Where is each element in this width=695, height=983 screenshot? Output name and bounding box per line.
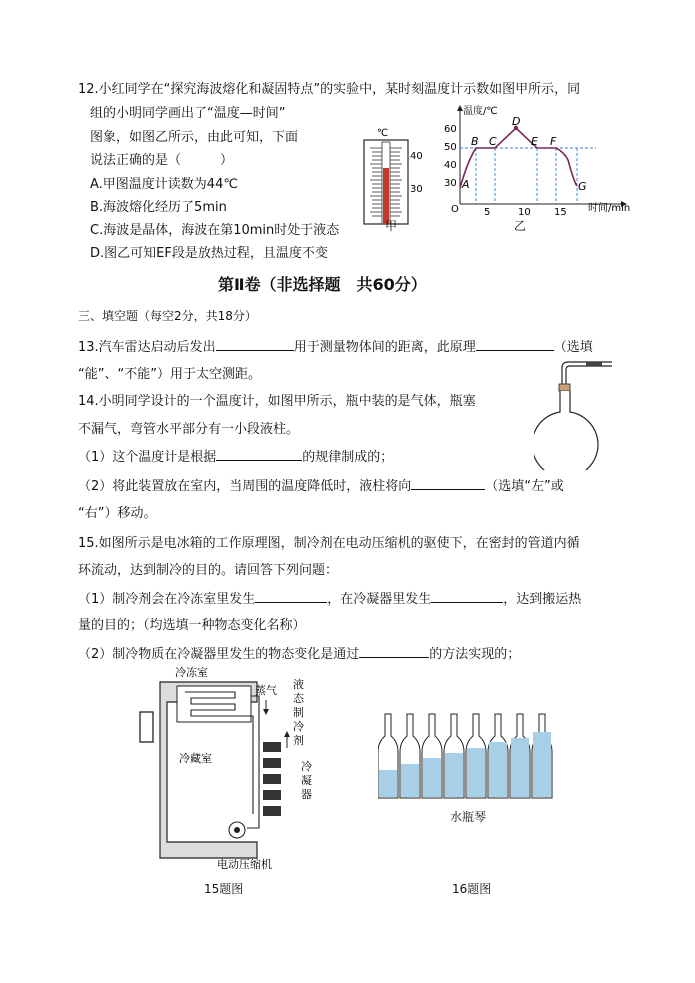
q15-part1 xyxy=(78,588,581,607)
compressor-hub xyxy=(234,827,240,833)
flask-liquid-column xyxy=(586,362,602,366)
q14-blank-1[interactable] xyxy=(216,448,302,461)
thermometer-liquid xyxy=(383,168,389,224)
graph-xtick-10: 10 xyxy=(518,207,531,218)
bottle-group xyxy=(378,714,552,798)
section-3-title: 三、填空题（每空2分，共18分） xyxy=(78,309,257,323)
q12-option-d: D.图乙可知EF段是放热过程，且温度不变 xyxy=(90,246,328,261)
q13-text-c: （选填 xyxy=(553,340,593,355)
flask-stopper xyxy=(559,384,570,391)
bottle-8-water xyxy=(533,732,551,797)
q15-p2-text-b: 的方法实现的； xyxy=(429,647,521,662)
graph-point-f: F xyxy=(550,135,557,148)
q15-line1: 15.如图所示是电冰箱的工作原理图，制冷剂在电动压缩机的驱使下，在密封的管道内循 xyxy=(78,536,580,551)
q15-p1-text-c: ，达到搬运热 xyxy=(503,592,582,607)
graph-point-c: C xyxy=(489,135,497,148)
q14-part2-line2: “右”）移动。 xyxy=(78,506,157,521)
q15-blank-1[interactable] xyxy=(255,590,327,603)
graph-point-a: A xyxy=(462,178,470,191)
fig16-label: 水瓶琴 xyxy=(450,810,487,824)
fridge-label-vapor: 蒸气 xyxy=(255,684,277,697)
bottle-5-water xyxy=(467,748,485,797)
section-2-title: 第Ⅱ卷（非选择题 共60分） xyxy=(218,275,427,294)
graph-point-g: G xyxy=(578,180,587,193)
q12-option-c: C.海波是晶体，海波在第10min时处于液态 xyxy=(90,223,340,238)
bottle-3-water xyxy=(423,758,441,797)
bottle-4-water xyxy=(445,753,463,797)
q13-text-b: 用于测量物体间的距离，此原理 xyxy=(293,340,476,355)
q13-line1 xyxy=(78,336,593,355)
fridge-label-liquid-5: 剂 xyxy=(293,734,304,747)
bottle-1-water xyxy=(379,770,397,797)
flask-figure xyxy=(534,360,614,470)
graph-guides xyxy=(460,148,596,204)
q14-blank-2[interactable] xyxy=(411,477,485,490)
flask-body xyxy=(534,391,598,470)
q15-p1-text-b: ，在冷凝器里发生 xyxy=(327,592,432,607)
q15-part2 xyxy=(78,643,520,662)
fridge-label-condenser-3: 器 xyxy=(301,788,312,801)
q15-blank-2[interactable] xyxy=(431,590,503,603)
fridge-label-liquid-2: 态 xyxy=(293,692,304,705)
fridge-label-liquid-4: 冷 xyxy=(293,720,304,733)
graph-xtick-15: 15 xyxy=(554,207,567,218)
q12-line3: 图象，如图乙所示，由此可知，下面 xyxy=(90,130,299,145)
q14-part1 xyxy=(78,446,393,465)
bottle-7-water xyxy=(511,738,529,797)
fridge-label-freezer: 冷冻室 xyxy=(175,666,208,679)
q15-blank-3[interactable] xyxy=(359,645,429,658)
graph-xtick-5: 5 xyxy=(484,207,491,218)
q12-line1: 12.小红同学在“探究海波熔化和凝固特点”的实验中，某时刻温度计示数如图甲所示，同 xyxy=(78,82,581,97)
q14-line2: 不漏气，弯管水平部分有一小段液柱。 xyxy=(78,422,300,437)
q14-part2 xyxy=(78,475,564,494)
fridge-label-condenser-2: 凝 xyxy=(301,774,312,787)
q14-p1-text-b: 的规律制成的； xyxy=(302,450,394,465)
graph-caption: 乙 xyxy=(514,219,527,233)
graph-point-e: E xyxy=(531,135,538,148)
graph-ytick-50: 50 xyxy=(444,142,457,153)
q14-line1: 14.小明同学设计的一个温度计，如图甲所示，瓶中装的是气体，瓶塞 xyxy=(78,394,476,409)
q13-blank-2[interactable] xyxy=(476,338,554,351)
fridge-label-liquid-1: 液 xyxy=(293,678,304,691)
graph-origin: O xyxy=(451,204,459,215)
q13-line2: “能”、“不能”）用于太空测距。 xyxy=(78,367,261,382)
q12-option-a: A.甲图温度计读数为44℃ xyxy=(90,177,238,192)
thermo-caption: 甲 xyxy=(385,219,398,233)
fridge-handle xyxy=(140,712,153,742)
q14-p2-text-a: （2）将此装置放在室内，当周围的温度降低时，液柱将向 xyxy=(78,479,412,494)
fridge-diagram xyxy=(135,662,345,874)
fridge-label-liquid-3: 制 xyxy=(293,706,304,719)
thermo-tick-40: 40 xyxy=(410,151,423,162)
thermo-unit: ℃ xyxy=(377,128,389,139)
q15-p1-text-a: （1）制冷剂会在冷冻室里发生 xyxy=(78,592,256,607)
graph-ytick-60: 60 xyxy=(444,124,457,135)
q14-p2-text-b: （选填“左”或 xyxy=(485,479,564,494)
fig16-caption: 16题图 xyxy=(452,882,492,896)
graph-point-b: B xyxy=(471,135,479,148)
bottle-2-water xyxy=(401,764,419,797)
flask-bent-tube-inner xyxy=(566,366,612,386)
q12-line2: 组的小明同学画出了“温度—时间” xyxy=(90,106,286,121)
fig15-caption: 15题图 xyxy=(204,882,244,896)
graph-ylabel: 温度/℃ xyxy=(463,106,498,117)
bottle-6-water xyxy=(489,742,507,797)
water-bottles-figure xyxy=(378,708,568,804)
fridge-label-fridge: 冷藏室 xyxy=(179,752,212,765)
q15-part1-line2: 量的目的；（均选填一种物态变化名称） xyxy=(78,618,306,633)
graph-ytick-30: 30 xyxy=(444,178,457,189)
graph-point-d: D xyxy=(512,115,521,128)
graph-xlabel: 时间/min xyxy=(588,203,631,214)
fridge-label-compressor: 电动压缩机 xyxy=(217,858,272,871)
q13-text-a: 13.汽车雷达启动后发出 xyxy=(78,340,216,355)
q14-p1-text-a: （1）这个温度计是根据 xyxy=(78,450,217,465)
q15-line2: 环流动，达到制冷的目的。请回答下列问题： xyxy=(78,563,339,578)
q13-blank-1[interactable] xyxy=(216,338,294,351)
q12-line4: 说法正确的是（ ） xyxy=(90,153,234,168)
graph-ytick-40: 40 xyxy=(444,160,457,171)
condenser-coils xyxy=(263,742,281,816)
q15-p2-text-a: （2）制冷物质在冷凝器里发生的物态变化是通过 xyxy=(78,647,360,662)
fridge-label-condenser-1: 冷 xyxy=(301,760,312,773)
temperature-time-graph xyxy=(436,100,636,232)
thermo-tick-30: 30 xyxy=(410,184,423,195)
return-pipe xyxy=(245,716,253,814)
q12-option-b: B.海波熔化经历了5min xyxy=(90,200,227,215)
